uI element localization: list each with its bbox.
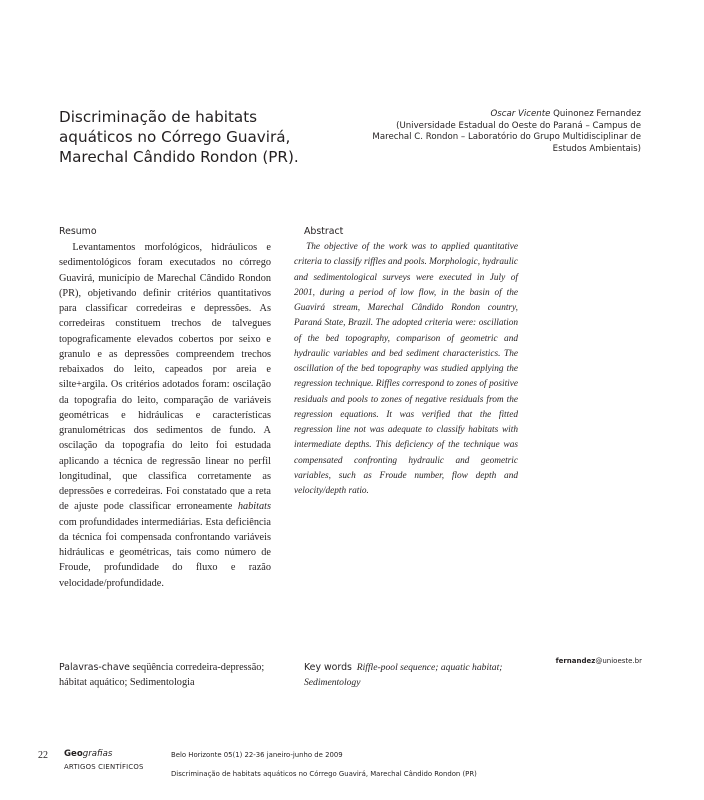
resumo-heading: Resumo bbox=[59, 226, 97, 237]
journal-section: ARTIGOS CIENTÍFICOS bbox=[64, 763, 144, 771]
journal-name-italic: grafias bbox=[82, 749, 113, 759]
abstract-text: The objective of the work was to applied quantitative criteria to classify riffles and pools. Morphologic, hydraulic and sedimentological surveys were executed in July of 2001, during a period of low flow, in the basin of the Guavirá stream, Marechal Cândido Rondon country, Paraná State, Brazil. The adopted criteria were: oscillation of the bed topography, comparison of geometric and hydraulic variables and bed sediment characteristics. The oscillation of the bed topography was studied applying the regression technique. Riffles correspond to zones of positive residuals and pools to zones of negative residuals from the regression equations. It was verified that the fitted regression line not was adequate to classify habitats with intermediate depths. This deficiency of the technique was compensated confronting hydraulic and geometric variables, such as Froude number, flow depth and velocity/depth ratio. bbox=[294, 242, 518, 496]
keywords-en-label: Key words bbox=[304, 662, 352, 673]
keywords-pt-value: seqüência corredeira-depressão; hábitat aquático; Sedimentologia bbox=[59, 662, 265, 688]
abstract-heading: Abstract bbox=[304, 226, 344, 237]
abstract-body bbox=[294, 240, 518, 499]
running-title: Discriminação de habitats aquáticos no Córrego Guavirá, Marechal Cândido Rondon (PR) bbox=[171, 770, 477, 778]
article-title: Discriminação de habitats aquáticos no Córrego Guavirá, Marechal Cândido Rondon (PR). bbox=[59, 108, 299, 166]
email-user: fernandez bbox=[555, 657, 596, 665]
author-name bbox=[371, 109, 641, 121]
author-email[interactable] bbox=[542, 657, 642, 665]
resumo-body bbox=[59, 240, 271, 591]
keywords-en bbox=[304, 660, 518, 690]
keywords-pt-label: Palavras-chave bbox=[59, 662, 130, 673]
author-surname: Quinonez Fernandez bbox=[553, 109, 641, 119]
author-given-name: Oscar Vicente bbox=[490, 109, 551, 119]
journal-name-bold: Geo bbox=[64, 749, 83, 759]
email-domain: @unioeste.br bbox=[595, 657, 642, 665]
resumo-text-part2: com profundidades intermediárias. Esta deficiência da técnica foi compensada confrontando variáveis hidráulicas e geométricas, tais como número de Froude, profundidade do fluxo e razão velocidade/profundidade. bbox=[59, 516, 271, 589]
resumo-text-italic: habitats bbox=[237, 501, 271, 513]
keywords-pt bbox=[59, 660, 279, 690]
journal-name bbox=[64, 749, 112, 759]
page-number: 22 bbox=[38, 750, 48, 761]
issue-line: Belo Horizonte 05(1) 22-36 janeiro-junho de 2009 bbox=[171, 751, 343, 759]
keywords-en-value: Riffle-pool sequence; aquatic habitat; Sedimentology bbox=[304, 662, 503, 688]
author-block bbox=[371, 109, 641, 155]
author-affiliation: (Universidade Estadual do Oeste do Paraná – Campus de Marechal C. Rondon – Laboratório do Grupo Multidisciplinar de Estudos Ambientais) bbox=[372, 120, 641, 154]
resumo-text-part1: Levantamentos morfológicos, hidráulicos e sedimentológicos foram executados no córrego Guavirá, município de Marechal Cândido Rondon (PR), objetivando definir critérios quantitativos para classificar corredeiras e depressões. As corredeiras constituem trechos de talvegues topograficamente elevados cobertos por seixo e granulo e as depressões compreendem trechos rebaixados do leito, capeados por areia e silte+argila. Os critérios adotados foram: oscilação da topografia do leito, comparação de variáveis geométricas e hidráulicas e características granulométricas dos sedimentos de fundo. A oscilação da topografia do leito foi estudada aplicando a técnica de regressão linear no perfil longitudinal, que classifica corretamente as depressões e corredeiras. Foi constatado que a reta de ajuste pode classificar erroneamente bbox=[59, 242, 271, 513]
